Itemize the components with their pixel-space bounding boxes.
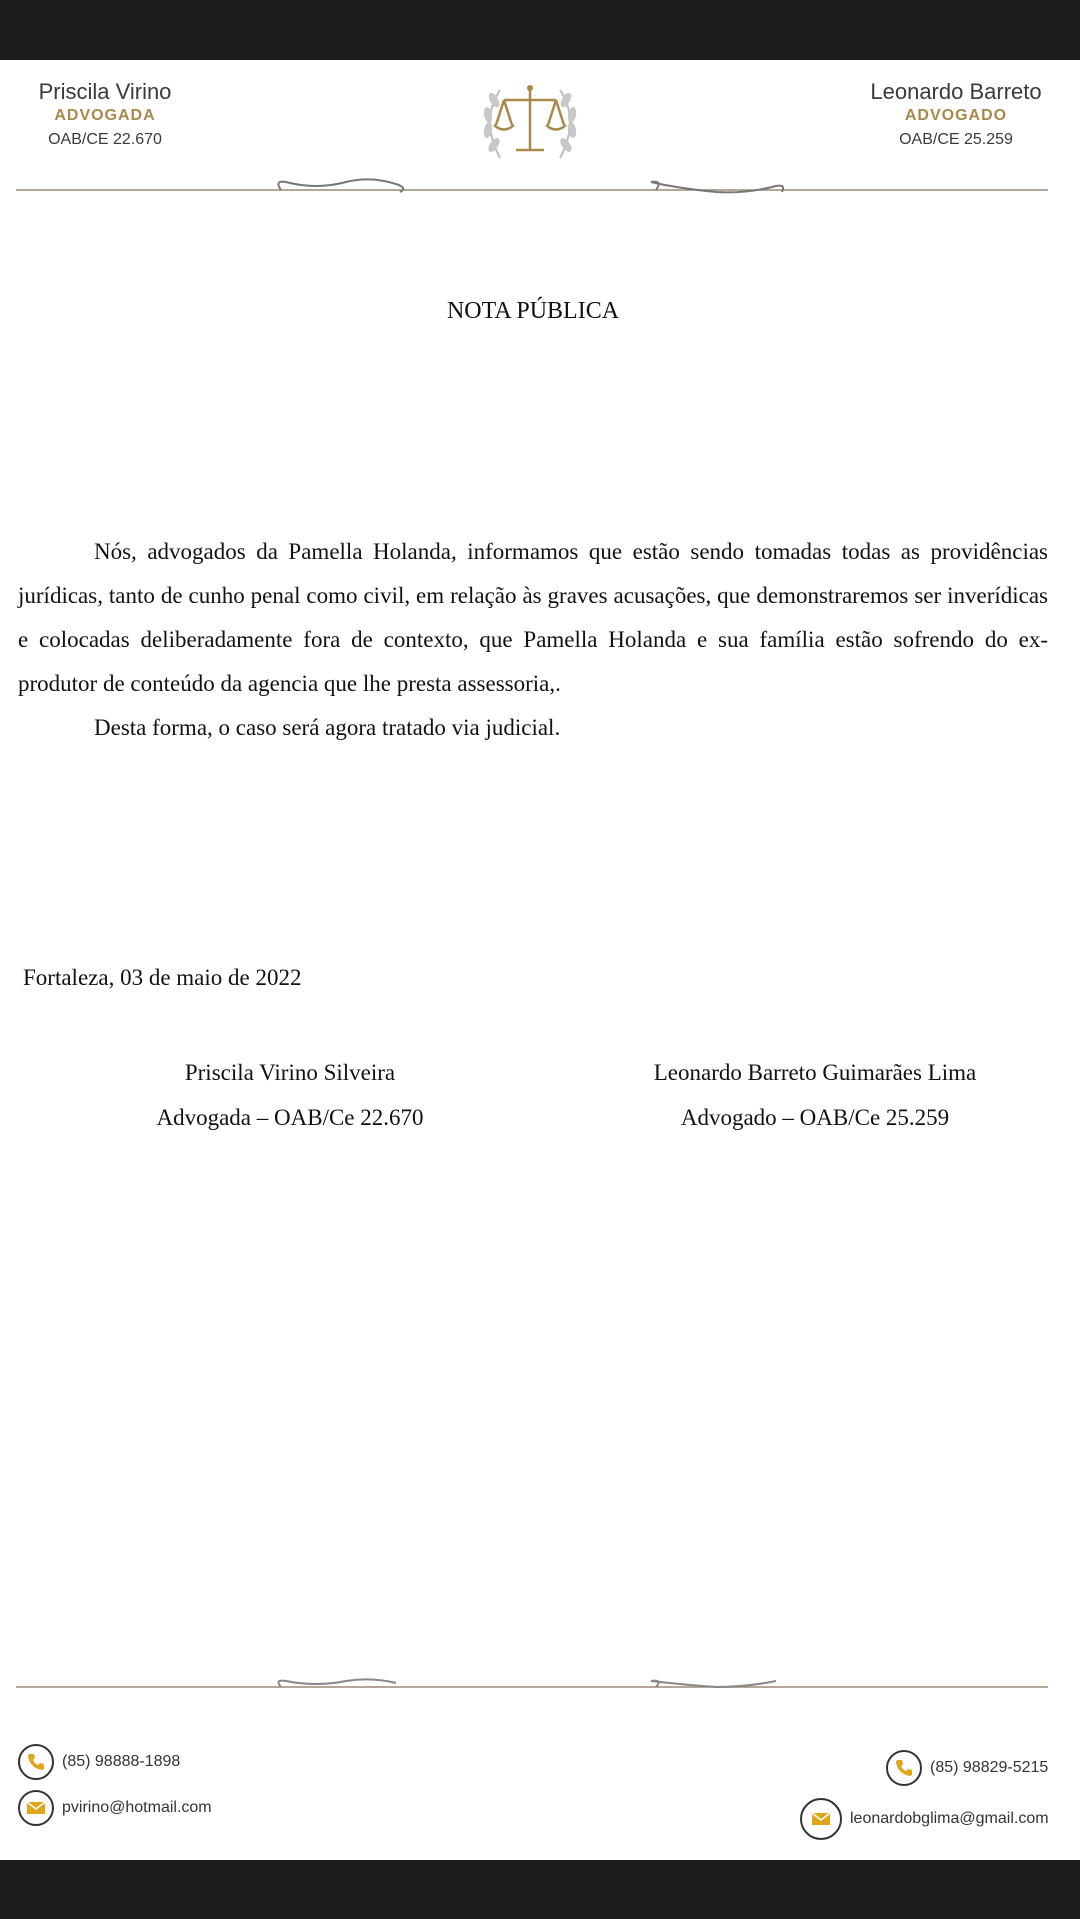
paragraph: Nós, advogados da Pamella Holanda, informamos que estão sendo tomadas todas as providências jurídicas, tanto de cunho penal como civil, em relação às graves acusações, que demonstraremos ser inverídicas e colocadas deliberadamente fora de contexto, que Pamella Holanda e sua família estão sofrendo do ex-produtor de conteúdo da agencia que lhe presta assessoria,.: [18, 539, 1048, 696]
lawyer-name: Priscila Virino: [38, 79, 172, 104]
signer-title: Advogado – OAB/Ce 25.259: [680, 1105, 950, 1130]
email-icon: [18, 1790, 54, 1826]
email-icon: [800, 1798, 842, 1840]
document-title: NOTA PÚBLICA: [446, 298, 620, 324]
ornamental-rule: [16, 168, 1048, 208]
signer-name: Priscila Virino Silveira: [184, 1060, 396, 1085]
contact-phone-left: [18, 1744, 180, 1780]
ornamental-rule: [16, 1665, 1048, 1705]
email-address: pvirino@hotmail.com: [62, 1799, 212, 1816]
email-address: leonardobglima@gmail.com: [850, 1810, 1049, 1827]
phone-icon: [18, 1744, 54, 1780]
place-date: Fortaleza, 03 de maio de 2022: [23, 965, 302, 990]
contact-phone-right: [886, 1750, 1048, 1786]
phone-number: (85) 98888-1898: [62, 1753, 181, 1770]
letterhead-left: [20, 80, 190, 152]
signature-block-left: [120, 1050, 460, 1140]
phone-number: (85) 98829-5215: [930, 1759, 1049, 1776]
signer-name: Leonardo Barreto Guimarães Lima: [653, 1060, 977, 1085]
phone-icon: [886, 1750, 922, 1786]
top-black-bar: [0, 0, 1080, 60]
signer-title: Advogada – OAB/Ce 22.670: [156, 1105, 424, 1130]
contact-email-left: [18, 1790, 212, 1826]
contact-email-right: [800, 1798, 1049, 1840]
lawyer-role: ADVOGADA: [54, 107, 156, 124]
lawyer-role: ADVOGADO: [904, 107, 1008, 124]
lawyer-oab: OAB/CE 22.670: [48, 131, 162, 148]
bottom-black-bar: [0, 1860, 1080, 1919]
scales-of-justice-logo: [470, 70, 590, 180]
letterhead-right: [866, 80, 1046, 152]
paragraph: Desta forma, o caso será agora tratado via judicial.: [94, 715, 561, 740]
document-page: [0, 60, 1080, 1860]
signature-block-right: [600, 1050, 1030, 1140]
lawyer-name: Leonardo Barreto: [870, 79, 1042, 104]
lawyer-oab: OAB/CE 25.259: [899, 131, 1013, 148]
document-body: [18, 530, 1048, 750]
